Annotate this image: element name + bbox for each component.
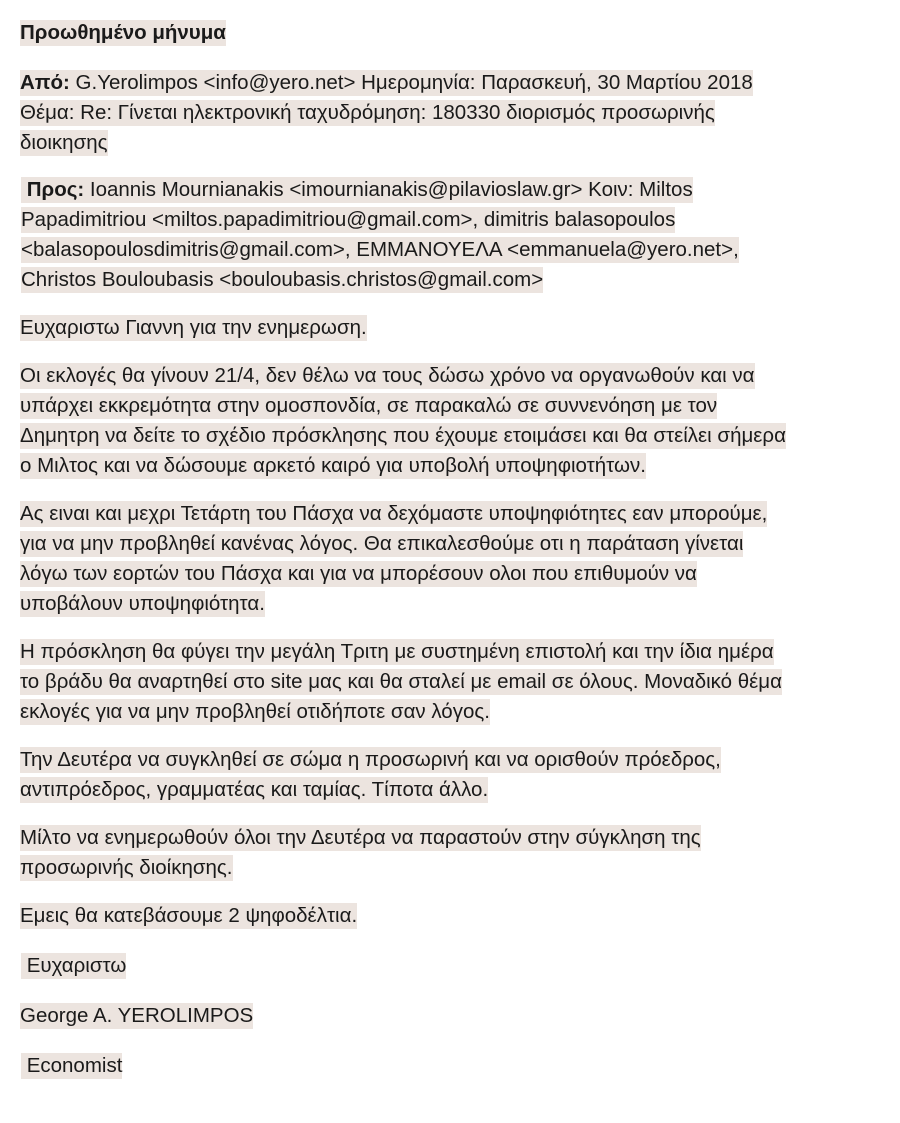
signature-name-paragraph — [20, 1001, 880, 1031]
paragraph-line: Μίλτο να ενημερωθούν όλοι την Δευτέρα να παραστούν στην σύγκληση της — [20, 826, 701, 849]
paragraph-notify-all — [20, 823, 880, 883]
paragraph-candidacies — [20, 499, 880, 619]
paragraph-line: υποβάλουν υποψηφιότητα. — [20, 592, 265, 615]
paragraph-ballots — [20, 901, 880, 931]
closing-paragraph — [20, 951, 880, 981]
forwarded-heading-text: Προωθημένο μήνυμα — [20, 21, 226, 44]
paragraph-elections — [20, 361, 880, 481]
to-line-3: <balasopoulosdimitris@gmail.com>, ΕΜΜΑΝΟΥΕΛΑ <emmanuela@yero.net>, — [21, 238, 739, 261]
closing-word: Ευχαριστω — [26, 954, 127, 977]
to-line-4: Christos Bouloubasis <bouloubasis.christos@gmail.com> — [21, 268, 544, 291]
paragraph-line: λόγω των εορτών του Πάσχα και για να μπορέσουν ολοι που επιθυμούν να — [20, 562, 697, 585]
paragraph-line: υπάρχει εκκρεμότητα στην ομοσπονδία, σε παρακαλώ σε συννενόηση με τον — [20, 394, 718, 417]
paragraph-line: προσωρινής διοίκησης. — [20, 856, 233, 879]
signature-title: Economist — [26, 1054, 123, 1077]
paragraph-monday-meeting — [20, 745, 880, 805]
greeting-text: Ευχαριστω Γιαννη για την ενημερωση. — [20, 316, 367, 339]
email-header-from-subject — [20, 68, 880, 158]
subject-line-2: διοικησης — [20, 131, 108, 154]
to-label: Προς: — [26, 178, 85, 201]
paragraph-line: για να μην προβληθεί κανένας λόγος. Θα επικαλεσθούμε οτι η παράταση γίνεται — [20, 532, 744, 555]
paragraph-line: Την Δευτέρα να συγκληθεί σε σώμα η προσωρινή και να ορισθούν πρόεδρος, — [20, 748, 721, 771]
ballots-text: Εμεις θα κατεβάσουμε 2 ψηφοδέλτια. — [20, 904, 358, 927]
closing-text — [21, 953, 126, 979]
greeting-paragraph — [20, 313, 880, 343]
to-line-2: Papadimitriou <miltos.papadimitriou@gmail.com>, dimitris balasopoulos — [21, 208, 676, 231]
from-value: G.Yerolimpos <info@yero.net> Ημερομηνία: Παρασκευή, 30 Μαρτίου 2018 — [69, 71, 753, 94]
to-line-1 — [21, 177, 693, 203]
paragraph-line: αντιπρόεδρος, γραμματέας και ταμίας. Τίποτα άλλο. — [20, 778, 489, 801]
signature-name: George A. YEROLIMPOS — [20, 1004, 254, 1027]
email-header-recipients — [20, 175, 880, 295]
signature-title-wrap — [21, 1053, 122, 1079]
forwarded-heading — [20, 18, 880, 48]
paragraph-line: Οι εκλογές θα γίνουν 21/4, δεν θέλω να τους δώσω χρόνο να οργανωθούν και να — [20, 364, 755, 387]
paragraph-line: το βράδυ θα αναρτηθεί στο site μας και θα σταλεί με email σε όλους. Μοναδικό θέμα — [20, 670, 782, 693]
paragraph-line: εκλογές για να μην προβληθεί οτιδήποτε σαν λόγος. — [20, 700, 490, 723]
paragraph-line: Δημητρη να δείτε το σχέδιο πρόσκλησης που έχουμε ετοιμάσει και θα στείλει σήμερα — [20, 424, 786, 447]
paragraph-invitation — [20, 637, 880, 727]
to-value-1: Ioannis Mournianakis <imournianakis@pilavioslaw.gr> Κοιν: Miltos — [84, 178, 693, 201]
paragraph-line: Ας ειναι και μεχρι Τετάρτη του Πάσχα να δεχόμαστε υποψηφιότητες εαν μπορούμε, — [20, 502, 768, 525]
from-label: Από: — [20, 71, 70, 94]
signature-title-paragraph — [20, 1051, 880, 1081]
paragraph-line: ο Μιλτος και να δώσουμε αρκετό καιρό για υποβολή υποψηφιοτήτων. — [20, 454, 646, 477]
paragraph-line: Η πρόσκληση θα φύγει την μεγάλη Τριτη με συστημένη επιστολή και την ίδια ημέρα — [20, 640, 774, 663]
from-line — [20, 70, 753, 96]
subject-line-1: Θέμα: Re: Γίνεται ηλεκτρονική ταχυδρόμηση: 180330 διορισμός προσωρινής — [20, 101, 715, 124]
